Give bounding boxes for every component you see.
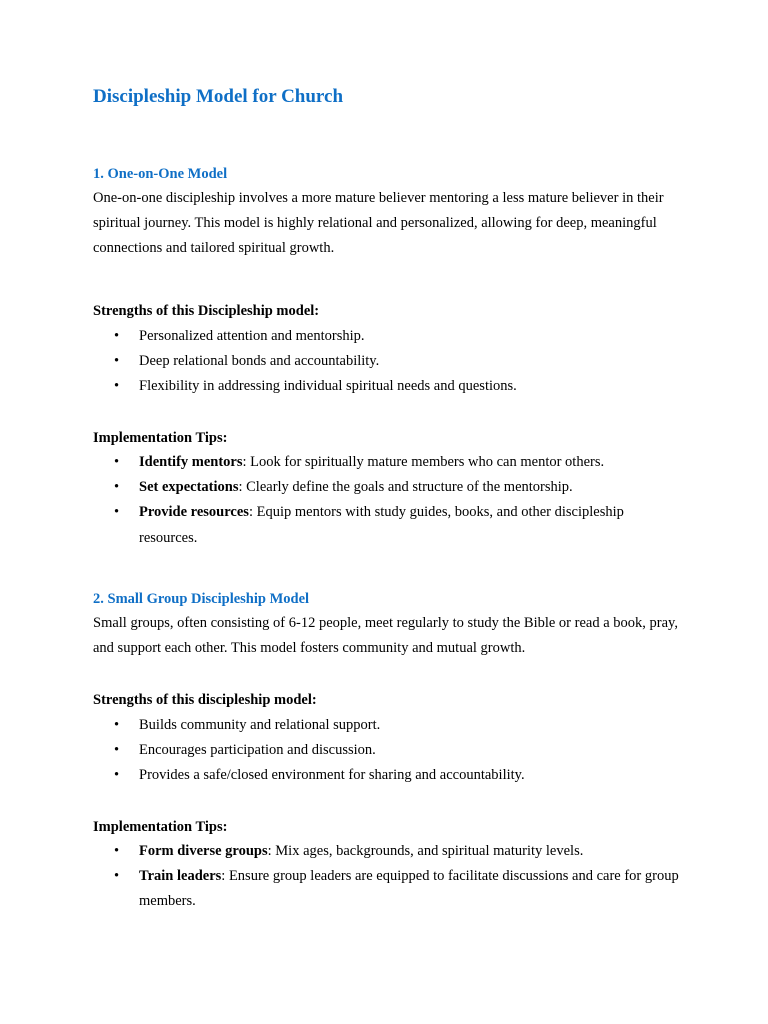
strengths-heading-small-group: Strengths of this discipleship model: xyxy=(93,692,317,708)
tip-term: Form diverse groups xyxy=(139,843,268,859)
strength-text: Personalized attention and mentorship. xyxy=(139,328,365,344)
tip-term: Identify mentors xyxy=(139,454,243,470)
tip-text: : Look for spiritually mature members who can mentor others. xyxy=(242,454,605,470)
list-item xyxy=(93,864,683,914)
tip-text: : Mix ages, backgrounds, and spiritual maturity levels. xyxy=(267,843,584,859)
section-paragraph-small-group: Small groups, often consisting of 6-12 people, meet regularly to study the Bible or read a book, pray, and support each other. This model fosters community and mutual growth. xyxy=(93,615,678,657)
strength-text: Encourages participation and discussion. xyxy=(139,742,376,759)
list-item xyxy=(93,839,683,864)
list-item xyxy=(93,450,683,475)
tips-list-one-on-one xyxy=(93,450,683,551)
tips-heading-one-on-one: Implementation Tips: xyxy=(93,430,228,446)
section-paragraph-one-on-one: One-on-one discipleship involves a more mature believer mentoring a less mature believer in their spiritual journey. This model is highly relational and personalized, allowing for deep, meaningful connections and tailored spiritual growth. xyxy=(93,190,664,257)
strength-text: Builds community and relational support. xyxy=(139,717,381,733)
tips-list-small-group xyxy=(93,839,683,915)
section-heading-one-on-one: 1. One-on-One Model xyxy=(93,166,228,182)
tip-term: Set expectations xyxy=(139,479,239,496)
strength-text: Flexibility in addressing individual spiritual needs and questions. xyxy=(139,378,517,395)
document-title: Discipleship Model for Church xyxy=(93,86,344,107)
tip-text: : Clearly define the goals and structure of the mentorship. xyxy=(238,479,573,496)
strength-text: Deep relational bonds and accountability. xyxy=(139,353,380,370)
list-item xyxy=(93,374,683,399)
tip-text: : Equip mentors with study guides, books, and other discipleship resources. xyxy=(139,504,624,546)
section-heading-small-group: 2. Small Group Discipleship Model xyxy=(93,591,310,607)
list-item xyxy=(93,475,683,500)
tip-term: Train leaders xyxy=(139,868,222,885)
strength-text: Provides a safe/closed environment for sharing and accountability. xyxy=(139,767,525,784)
strengths-heading-one-on-one: Strengths of this Discipleship model: xyxy=(93,303,320,319)
tips-heading-small-group: Implementation Tips: xyxy=(93,819,228,835)
list-item xyxy=(93,738,683,763)
strengths-list-small-group xyxy=(93,713,683,789)
list-item xyxy=(93,500,683,550)
list-item xyxy=(93,349,683,374)
tip-text: : Ensure group leaders are equipped to facilitate discussions and care for group members. xyxy=(139,868,679,910)
strengths-list-one-on-one xyxy=(93,324,683,400)
tip-term: Provide resources xyxy=(139,504,249,521)
list-item xyxy=(93,324,683,349)
list-item xyxy=(93,763,683,788)
list-item xyxy=(93,713,683,738)
